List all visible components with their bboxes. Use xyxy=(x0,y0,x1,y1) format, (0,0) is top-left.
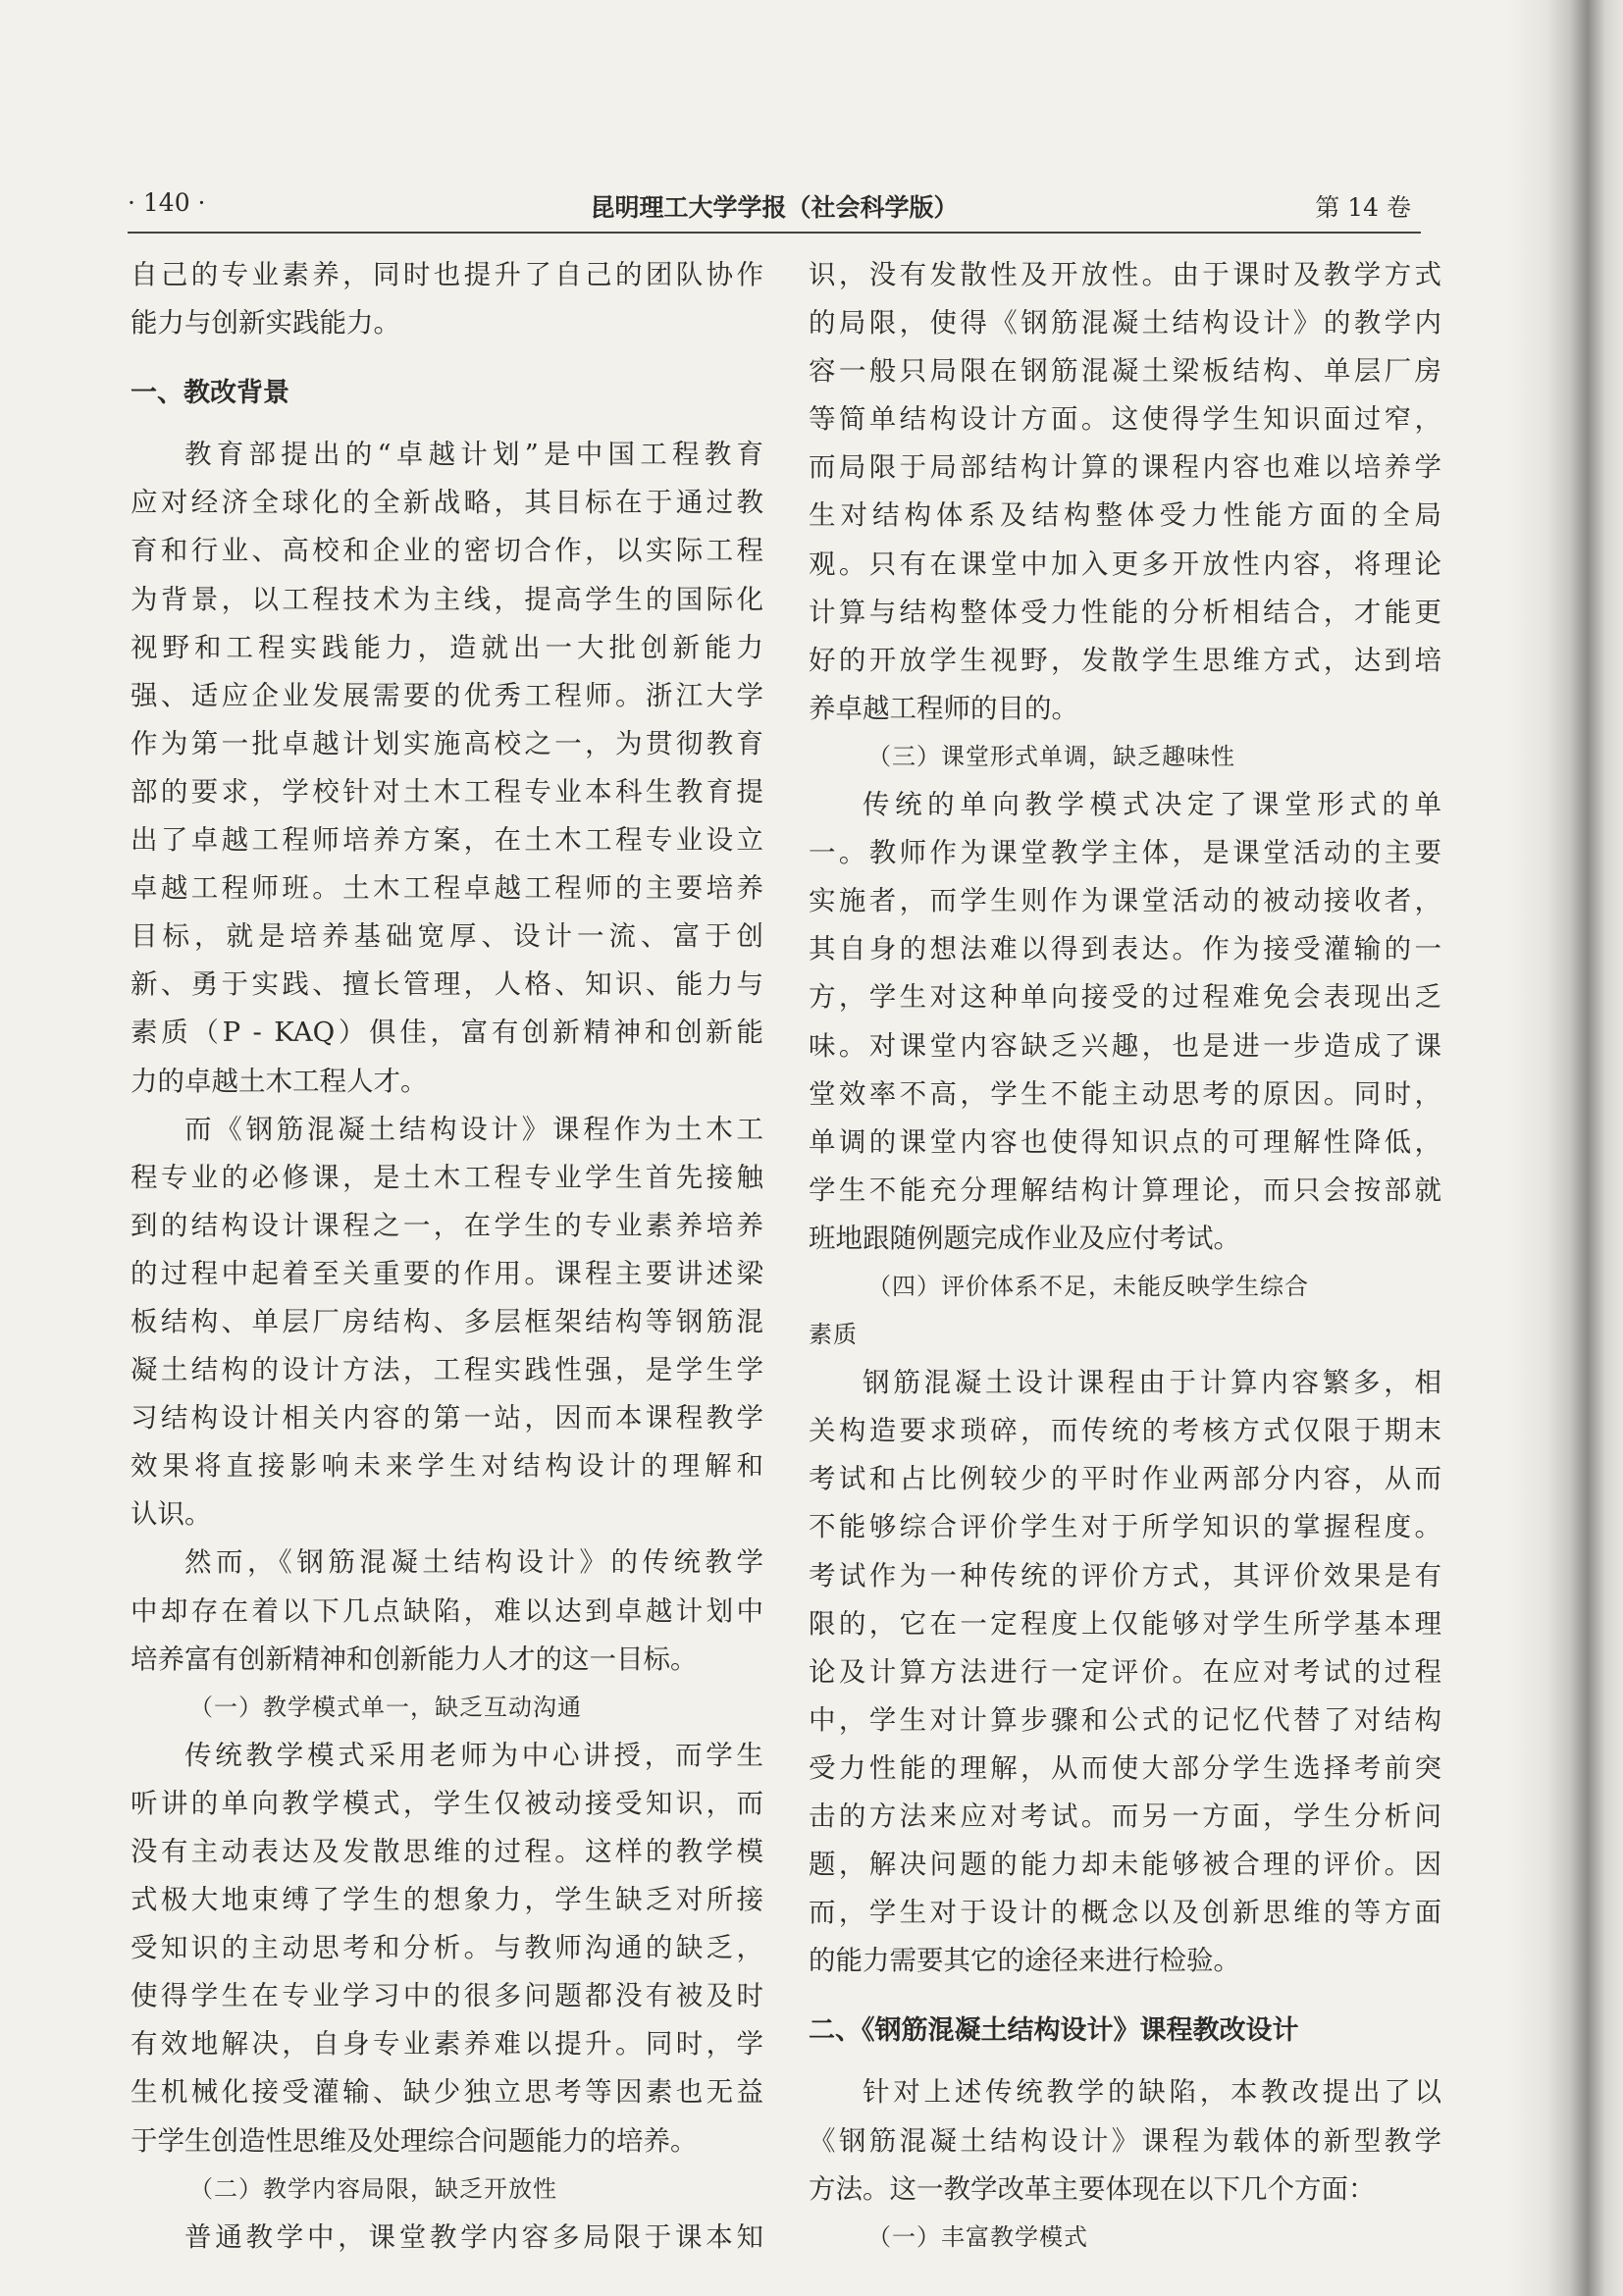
text-line: 针对上述传统教学的缺陷，本教改提出了以 xyxy=(863,2076,1441,2109)
running-header xyxy=(128,184,1421,234)
text-line: 学生不能充分理解结构计算理论，而只会按部就 xyxy=(809,1174,1441,1206)
section-heading: 二、《钢筋混凝土结构设计》课程教改设计 xyxy=(809,2015,1299,2047)
text-line: 而局限于局部结构计算的课程内容也难以培养学 xyxy=(809,451,1441,484)
text-line: 视野和工程实践能力，造就出一大批创新能力 xyxy=(131,631,763,663)
text-line: 的过程中起着至关重要的作用。课程主要讲述梁 xyxy=(131,1257,763,1289)
text-line: 于学生创造性思维及处理综合问题能力的培养。 xyxy=(131,2124,698,2157)
text-line: 听讲的单向教学模式，学生仅被动接受知识，而 xyxy=(131,1787,763,1819)
text-line: 生机械化接受灌输、缺少独立思考等因素也无益 xyxy=(131,2076,763,2109)
text-line: 认识。 xyxy=(131,1498,212,1531)
text-line: 素质（P - KAQ）俱佳，富有创新精神和创新能 xyxy=(131,1017,763,1049)
text-line: 方法。这一教学改革主要体现在以下几个方面： xyxy=(809,2172,1376,2205)
text-line: 自己的专业素养，同时也提升了自己的团队协作 xyxy=(131,259,763,290)
subsection-heading-cont: 素质 xyxy=(809,1321,858,1349)
text-line: 然而，《钢筋混凝土结构设计》的传统教学 xyxy=(184,1546,763,1579)
subsection-heading: （一）丰富教学模式 xyxy=(867,2222,1088,2251)
text-line: 能力与创新实践能力。 xyxy=(131,307,400,339)
text-line: 受力性能的理解，从而使大部分学生选择考前突 xyxy=(809,1751,1441,1784)
subsection-heading: （一）教学模式单一，缺乏互动沟通 xyxy=(189,1693,582,1721)
text-line: 单调的课堂内容也使得知识点的可理解性降低， xyxy=(809,1125,1441,1158)
text-line: 《钢筋混凝土结构设计》课程为载体的新型教学 xyxy=(809,2124,1441,2157)
text-line: 出了卓越工程师培养方案，在土木工程专业设立 xyxy=(131,824,763,857)
text-line: 不能够综合评价学生对于所学知识的掌握程度。 xyxy=(809,1511,1441,1543)
journal-title: 昆明理工大学学报（社会科学版） xyxy=(590,193,959,222)
left-column xyxy=(131,251,763,2262)
text-line: 式极大地束缚了学生的想象力，学生缺乏对所接 xyxy=(131,1884,763,1916)
text-line: 识，没有发散性及开放性。由于课时及教学方式 xyxy=(809,259,1441,290)
text-line: 观。只有在课堂中加入更多开放性内容，将理论 xyxy=(809,548,1441,580)
text-line: 为背景，以工程技术为主线，提高学生的国际化 xyxy=(131,583,763,615)
text-line: 凝土结构的设计方法，工程实践性强，是学生学 xyxy=(131,1354,763,1386)
text-line: 育和行业、高校和企业的密切合作，以实际工程 xyxy=(131,535,763,567)
text-line: 部的要求，学校针对土木工程专业本科生教育提 xyxy=(131,775,763,808)
text-line: 养卓越工程师的目的。 xyxy=(809,692,1078,724)
text-line: 其自身的想法难以得到表达。作为接受灌输的一 xyxy=(809,933,1441,965)
right-column xyxy=(809,251,1441,2262)
text-line: 论及计算方法进行一定评价。在应对考试的过程 xyxy=(809,1655,1441,1688)
text-line: 好的开放学生视野，发散学生思维方式，达到培 xyxy=(809,644,1441,676)
text-line: 的能力需要其它的途径来进行检验。 xyxy=(809,1945,1240,1977)
section-heading: 一、教改背景 xyxy=(131,378,289,409)
text-line: 卓越工程师班。土木工程卓越工程师的主要培养 xyxy=(131,872,763,905)
text-line: 限的，它在一定程度上仅能够对学生所学基本理 xyxy=(809,1607,1441,1640)
text-line: 传统的单向教学模式决定了课堂形式的单 xyxy=(863,789,1441,821)
text-line: 习结构设计相关内容的第一站，因而本课程教学 xyxy=(131,1402,763,1435)
text-line: 堂效率不高，学生不能主动思考的原因。同时， xyxy=(809,1077,1441,1110)
text-line: 中却存在着以下几点缺陷，难以达到卓越计划中 xyxy=(131,1594,763,1627)
text-line: 生对结构体系及结构整体受力性能方面的全局 xyxy=(809,499,1441,532)
text-line: 使得学生在专业学习中的很多问题都没有被及时 xyxy=(131,1980,763,2012)
text-line: 教育部提出的“卓越计划”是中国工程教育 xyxy=(184,439,763,471)
text-line: 效果将直接影响未来学生对结构设计的理解和 xyxy=(131,1450,763,1483)
text-line: 目标，就是培养基础宽厚、设计一流、富于创 xyxy=(131,920,763,953)
text-line: 考试和占比例较少的平时作业两部分内容，从而 xyxy=(809,1463,1441,1495)
text-line: 培养富有创新精神和创新能力人才的这一目标。 xyxy=(131,1643,698,1675)
text-line: 受知识的主动思考和分析。与教师沟通的缺乏， xyxy=(131,1932,763,1964)
text-line: 有效地解决，自身专业素养难以提升。同时，学 xyxy=(131,2028,763,2061)
text-line: 力的卓越土木工程人才。 xyxy=(131,1065,428,1097)
text-line: 而，学生对于设计的概念以及创新思维的等方面 xyxy=(809,1897,1441,1929)
subsection-heading: （四）评价体系不足，未能反映学生综合 xyxy=(867,1272,1309,1300)
text-line: 计算与结构整体受力性能的分析相结合，才能更 xyxy=(809,596,1441,628)
text-line: 班地跟随例题完成作业及应付考试。 xyxy=(809,1222,1240,1254)
text-line: 击的方法来应对考试。而另一方面，学生分析问 xyxy=(809,1800,1441,1832)
text-line: 没有主动表达及发散思维的过程。这样的教学模 xyxy=(131,1836,763,1867)
text-line: 作为第一批卓越计划实施高校之一，为贯彻教育 xyxy=(131,727,763,759)
text-line: 中，学生对计算步骤和公式的记忆代替了对结构 xyxy=(809,1703,1441,1736)
text-line: 关构造要求琐碎，而传统的考核方式仅限于期末 xyxy=(809,1415,1441,1447)
text-line: 应对经济全球化的全新战略，其目标在于通过教 xyxy=(131,487,763,519)
text-line: 到的结构设计课程之一，在学生的专业素养培养 xyxy=(131,1209,763,1241)
text-line: 的局限，使得《钢筋混凝土结构设计》的教学内 xyxy=(809,307,1441,339)
text-line: 题，解决问题的能力却未能够被合理的评价。因 xyxy=(809,1849,1441,1881)
text-line: 而《钢筋混凝土结构设计》课程作为土木工 xyxy=(184,1113,763,1145)
text-line: 等简单结构设计方面。这使得学生知识面过窄， xyxy=(809,403,1441,436)
page-number: · 140 · xyxy=(128,188,206,217)
text-line: 程专业的必修课，是土木工程专业学生首先接触 xyxy=(131,1161,763,1193)
subsection-heading: （三）课堂形式单调，缺乏趣味性 xyxy=(867,742,1235,770)
text-line: 新、勇于实践、擅长管理，人格、知识、能力与 xyxy=(131,968,763,1001)
text-line: 强、适应企业发展需要的优秀工程师。浙江大学 xyxy=(131,679,763,711)
text-line: 一。教师作为课堂教学主体，是课堂活动的主要 xyxy=(809,837,1441,869)
subsection-heading: （二）教学内容局限，缺乏开放性 xyxy=(189,2174,557,2203)
text-line: 味。对课堂内容缺乏兴趣，也是进一步造成了课 xyxy=(809,1029,1441,1062)
text-line: 考试作为一种传统的评价方式，其评价效果是有 xyxy=(809,1559,1441,1592)
volume-label: 第 14 卷 xyxy=(1315,193,1411,222)
text-line: 实施者，而学生则作为课堂活动的被动接收者， xyxy=(809,885,1441,917)
text-line: 传统教学模式采用老师为中心讲授，而学生 xyxy=(184,1739,763,1771)
text-line: 容一般只局限在钢筋混凝土梁板结构、单层厂房 xyxy=(809,355,1441,388)
text-line: 方，学生对这种单向接受的过程难免会表现出乏 xyxy=(809,981,1441,1014)
text-line: 板结构、单层厂房结构、多层框架结构等钢筋混 xyxy=(131,1305,763,1337)
scan-edge-shadow xyxy=(1505,0,1623,2296)
text-line: 钢筋混凝土设计课程由于计算内容繁多，相 xyxy=(863,1367,1441,1399)
text-line: 普通教学中，课堂教学内容多局限于课本知 xyxy=(184,2220,763,2253)
